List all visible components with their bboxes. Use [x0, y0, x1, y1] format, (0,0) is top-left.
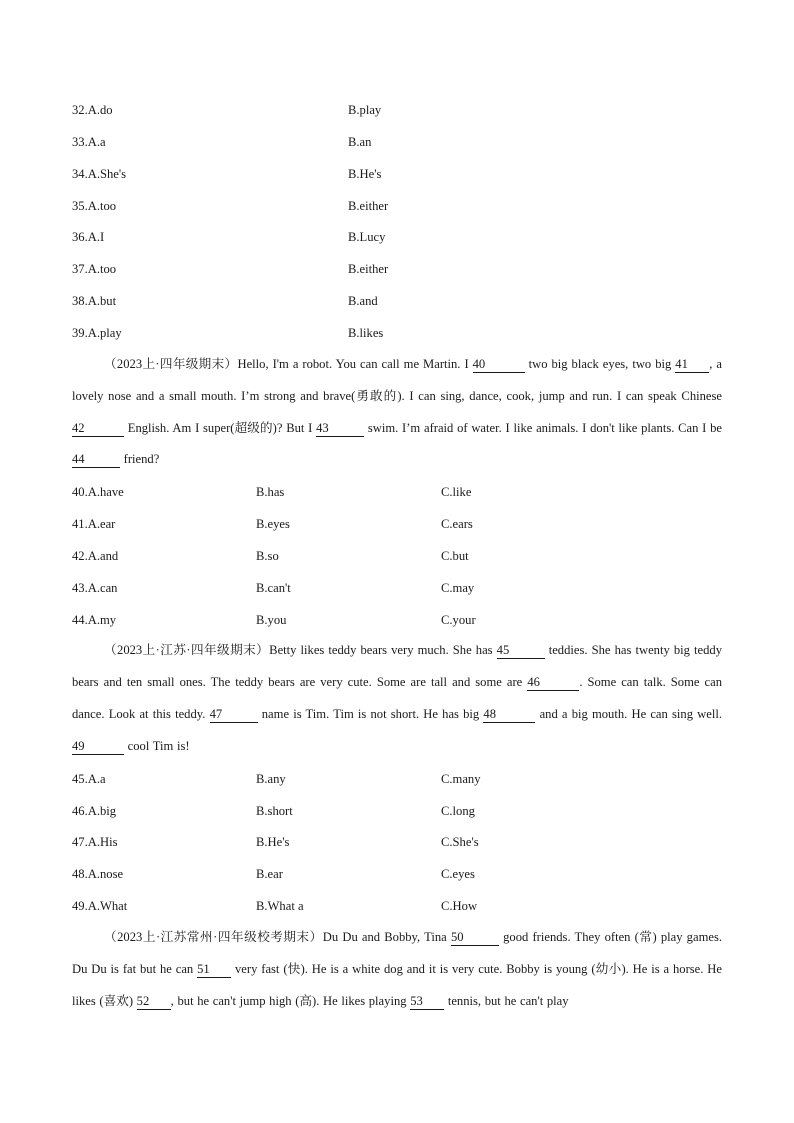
- option-b: B.eyes: [256, 516, 290, 531]
- exercise-content: [72, 101, 722, 1024]
- option-c: C.She's: [441, 835, 479, 850]
- options-group-32-39: [72, 101, 722, 356]
- option-b: B.He's: [348, 166, 382, 181]
- blank-50: 50: [451, 930, 499, 946]
- option-row-39: [72, 324, 722, 356]
- option-c: C.may: [441, 580, 475, 595]
- blank-40: 40: [473, 357, 525, 373]
- option-a: 36.A.I: [72, 230, 105, 245]
- passage-text: very fast (快). He is a white dog and it is very cute. Bobby is young (幼小). He is a horse. He likes (喜欢): [72, 961, 722, 1008]
- option-row-32: [72, 101, 722, 133]
- option-b: B.and: [348, 294, 378, 309]
- option-a: 32.A.do: [72, 103, 113, 117]
- passage-text: name is Tim. Tim is not short. He has big: [257, 707, 484, 722]
- option-a: 39.A.play: [72, 325, 122, 340]
- blank-53: 53: [410, 994, 444, 1010]
- option-b: B.play: [348, 103, 382, 117]
- option-row-43: [72, 579, 722, 611]
- option-b: B.likes: [348, 325, 384, 340]
- passage-text: English. Am I super(超级的)? But I: [124, 420, 317, 435]
- option-a: 34.A.She's: [72, 166, 127, 181]
- option-row-40: [72, 483, 722, 515]
- option-a: 47.A.His: [72, 835, 118, 850]
- option-c: C.many: [441, 771, 481, 786]
- blank-49: 49: [72, 739, 124, 755]
- option-a: 46.A.big: [72, 803, 117, 818]
- blank-46: 46: [527, 675, 579, 691]
- passage-text: good friends. They often (常) play games. Du Du is fat but he can: [72, 930, 722, 976]
- blank-45: 45: [497, 643, 545, 659]
- option-a: 33.A.a: [72, 134, 106, 149]
- blank-44: 44: [72, 452, 120, 468]
- option-row-49: [72, 897, 722, 929]
- option-a: 49.A.What: [72, 899, 128, 914]
- option-c: C.long: [441, 803, 475, 818]
- options-group-40-44: [72, 483, 722, 642]
- option-a: 40.A.have: [72, 485, 124, 500]
- passage-text: cool Tim is!: [124, 738, 190, 753]
- option-b: B.What a: [256, 899, 304, 914]
- blank-43: 43: [316, 421, 364, 437]
- option-b: B.you: [256, 612, 287, 627]
- passage-text: . Some can talk. Some can dance. Look at this teddy.: [72, 675, 722, 722]
- passage-text: Betty likes teddy bears very much. She has: [269, 643, 497, 658]
- blank-47: 47: [210, 707, 258, 723]
- option-row-37: [72, 260, 722, 292]
- option-a: 38.A.but: [72, 294, 117, 309]
- option-row-46: [72, 802, 722, 834]
- option-row-45: [72, 770, 722, 802]
- blank-51: 51: [197, 962, 231, 978]
- option-row-38: [72, 292, 722, 324]
- passage-dudu-bobby: [72, 922, 722, 1018]
- option-b: B.short: [256, 803, 293, 818]
- option-row-35: [72, 197, 722, 229]
- option-b: B.He's: [256, 835, 290, 850]
- option-b: B.either: [348, 262, 389, 277]
- option-row-44: [72, 611, 722, 643]
- option-b: B.either: [348, 198, 389, 213]
- option-a: 42.A.and: [72, 548, 119, 563]
- option-a: 48.A.nose: [72, 867, 124, 882]
- passage-text: Du Du and Bobby, Tina: [322, 930, 451, 945]
- passage-text: two big black eyes, two big: [524, 356, 676, 371]
- passage-text: swim. I’m afraid of water. I like animals. I don't like plants. Can I be: [364, 420, 722, 435]
- passage-text: , but he can't jump high (高). He likes playing: [170, 993, 411, 1008]
- blank-52: 52: [137, 994, 171, 1010]
- blank-42: 42: [72, 421, 124, 437]
- passage-source: （2023上·四年级期末）: [104, 356, 238, 371]
- blank-41: 41: [675, 357, 709, 373]
- passage-text: friend?: [120, 452, 160, 467]
- option-c: C.ears: [441, 516, 473, 531]
- option-a: 43.A.can: [72, 580, 118, 595]
- option-a: 45.A.a: [72, 771, 106, 786]
- option-c: C.your: [441, 612, 476, 627]
- option-a: 37.A.too: [72, 262, 117, 277]
- passage-text: teddies. She has twenty big teddy bears and ten small ones. The teddy bears are very cute. Some are tall and some are: [72, 643, 722, 690]
- option-b: B.an: [348, 134, 372, 149]
- passage-text: , a lovely nose and a small mouth. I’m strong and brave(勇敢的). I can sing, dance, cook, jump and run. I can speak Chinese: [72, 356, 722, 403]
- passage-text: and a big mouth. He can sing well.: [535, 707, 722, 722]
- passage-text: tennis, but he can't play: [444, 993, 569, 1008]
- passage-robot-martin: [72, 349, 722, 476]
- option-b: B.ear: [256, 867, 283, 882]
- option-a: 41.A.ear: [72, 516, 116, 531]
- option-row-33: [72, 133, 722, 165]
- option-b: B.any: [256, 771, 286, 786]
- option-a: 44.A.my: [72, 612, 117, 627]
- option-row-47: [72, 833, 722, 865]
- option-row-42: [72, 547, 722, 579]
- passage-source: （2023上·江苏常州·四年级校考期末）: [104, 930, 323, 945]
- blank-48: 48: [483, 707, 535, 723]
- option-a: 35.A.too: [72, 198, 117, 213]
- option-row-41: [72, 515, 722, 547]
- passage-text: Hello, I'm a robot. You can call me Martin. I: [237, 356, 473, 371]
- passage-betty-teddy: [72, 635, 722, 762]
- option-b: B.has: [256, 485, 285, 500]
- option-c: C.eyes: [441, 867, 475, 882]
- passage-source: （2023上·江苏·四年级期末）: [104, 643, 270, 658]
- option-b: B.can't: [256, 580, 291, 595]
- option-row-48: [72, 865, 722, 897]
- options-group-45-49: [72, 770, 722, 929]
- option-row-34: [72, 165, 722, 197]
- option-c: C.like: [441, 485, 472, 500]
- option-c: C.How: [441, 899, 478, 914]
- option-c: C.but: [441, 548, 469, 563]
- option-b: B.Lucy: [348, 230, 386, 245]
- option-b: B.so: [256, 548, 279, 563]
- option-row-36: [72, 228, 722, 260]
